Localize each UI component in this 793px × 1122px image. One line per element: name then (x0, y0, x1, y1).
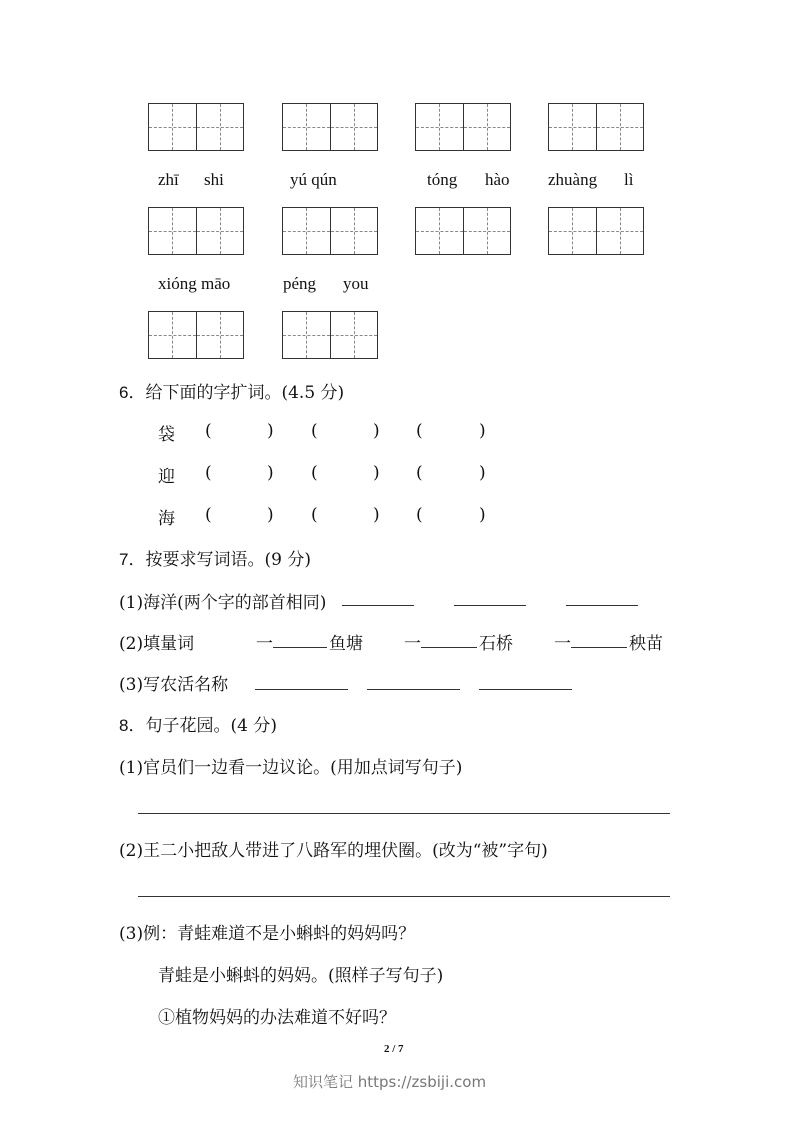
q7-item1-label: (1)海洋(两个字的部首相同) (119, 593, 327, 613)
q7-item2-word-1: 鱼塘 (329, 634, 363, 654)
answer-blank[interactable] (215, 421, 265, 443)
writing-box-6[interactable] (282, 207, 378, 255)
writing-box-2[interactable] (282, 103, 378, 151)
writing-box-4[interactable] (548, 103, 644, 151)
pinyin-zhi: zhī (158, 170, 179, 189)
q7-item2-blank-1[interactable] (273, 647, 327, 648)
q7-item1-blank-1[interactable] (342, 605, 414, 606)
q7-item3-blank-1[interactable] (255, 689, 348, 690)
pinyin-zhuang: zhuàng (548, 170, 598, 189)
answer-blank[interactable] (426, 421, 476, 443)
q6-char: 海 (158, 509, 175, 529)
paren-open: ( (416, 505, 423, 525)
answer-blank[interactable] (426, 505, 476, 527)
paren-open: ( (205, 463, 212, 483)
answer-blank[interactable] (215, 505, 265, 527)
q7-item1-blank-3[interactable] (566, 605, 638, 606)
q7-item2-prefix: 一 (256, 634, 273, 654)
paren-open: ( (205, 421, 212, 441)
q7-item3-blank-3[interactable] (479, 689, 572, 690)
writing-box-3[interactable] (415, 103, 511, 151)
q6-title: 给下面的字扩词。(4.5 分) (145, 383, 345, 403)
writing-box-5[interactable] (148, 207, 244, 255)
q8-item1: (1)官员们一边看一边议论。(用加点词写句子) (119, 758, 463, 778)
q6-number: 6． (119, 383, 146, 402)
q8-item3-question-1: ①植物妈妈的办法难道不好吗？ (158, 1008, 396, 1028)
q7-heading (119, 545, 311, 570)
paren-open: ( (311, 421, 318, 441)
pinyin-you: you (343, 274, 369, 293)
paren-open: ( (416, 463, 423, 483)
paren-close: ) (479, 421, 486, 441)
paren-close: ) (267, 505, 274, 525)
pinyin-li: lì (624, 170, 634, 189)
paren-open: ( (311, 463, 318, 483)
q7-item2-word-3: 秧苗 (629, 634, 663, 654)
writing-box-7[interactable] (415, 207, 511, 255)
q7-item2-blank-3[interactable] (571, 647, 627, 648)
paren-open: ( (205, 505, 212, 525)
q7-item3-blank-2[interactable] (367, 689, 460, 690)
page-number: 2 / 7 (384, 1043, 404, 1055)
paren-close: ) (479, 505, 486, 525)
q8-item3-example: (3)例：青蛙难道不是小蝌蚪的妈妈吗？ (119, 924, 416, 944)
pinyin-xiongmao: xióng māo (158, 274, 231, 293)
q6-char: 袋 (158, 425, 175, 445)
q7-item2-prefix: 一 (404, 634, 421, 654)
q8-item3-answer: 青蛙是小蝌蚪的妈妈。(照样子写句子) (158, 966, 444, 986)
paren-close: ) (373, 463, 380, 483)
q7-item1-blank-2[interactable] (454, 605, 526, 606)
q8-heading (119, 711, 277, 736)
q7-item2-prefix: 一 (554, 634, 571, 654)
q7-item2-label: (2)填量词 (119, 634, 195, 654)
q6-char: 迎 (158, 467, 175, 487)
paren-close: ) (373, 421, 380, 441)
q8-item2-answer-line[interactable] (138, 896, 670, 897)
footer-watermark: 知识笔记 https://zsbiji.com (293, 1073, 487, 1091)
answer-blank[interactable] (321, 463, 371, 485)
q8-item1-answer-line[interactable] (138, 813, 670, 814)
pinyin-yuqun: yú qún (290, 170, 337, 189)
paren-close: ) (373, 505, 380, 525)
q8-number: 8． (119, 716, 146, 735)
q7-item3-label: (3)写农活名称 (119, 675, 229, 695)
pinyin-shi: shi (204, 170, 224, 189)
q8-item2: (2)王二小把敌人带进了八路军的埋伏圈。(改为“被”字句) (119, 841, 548, 861)
paren-open: ( (311, 505, 318, 525)
paren-close: ) (479, 463, 486, 483)
paren-close: ) (267, 421, 274, 441)
writing-box-9[interactable] (148, 311, 244, 359)
answer-blank[interactable] (426, 463, 476, 485)
q8-title: 句子花园。(4 分) (145, 716, 277, 736)
answer-blank[interactable] (321, 505, 371, 527)
pinyin-tong: tóng (427, 170, 458, 189)
q7-number: 7． (119, 550, 146, 569)
pinyin-hao: hào (485, 170, 510, 189)
answer-blank[interactable] (215, 463, 265, 485)
writing-box-10[interactable] (282, 311, 378, 359)
paren-open: ( (416, 421, 423, 441)
q7-title: 按要求写词语。(9 分) (145, 550, 311, 570)
pinyin-peng: péng (283, 274, 317, 293)
writing-box-1[interactable] (148, 103, 244, 151)
writing-box-8[interactable] (548, 207, 644, 255)
q6-heading (119, 378, 344, 403)
q7-item2-blank-2[interactable] (421, 647, 477, 648)
q7-item2-word-2: 石桥 (479, 634, 513, 654)
paren-close: ) (267, 463, 274, 483)
answer-blank[interactable] (321, 421, 371, 443)
